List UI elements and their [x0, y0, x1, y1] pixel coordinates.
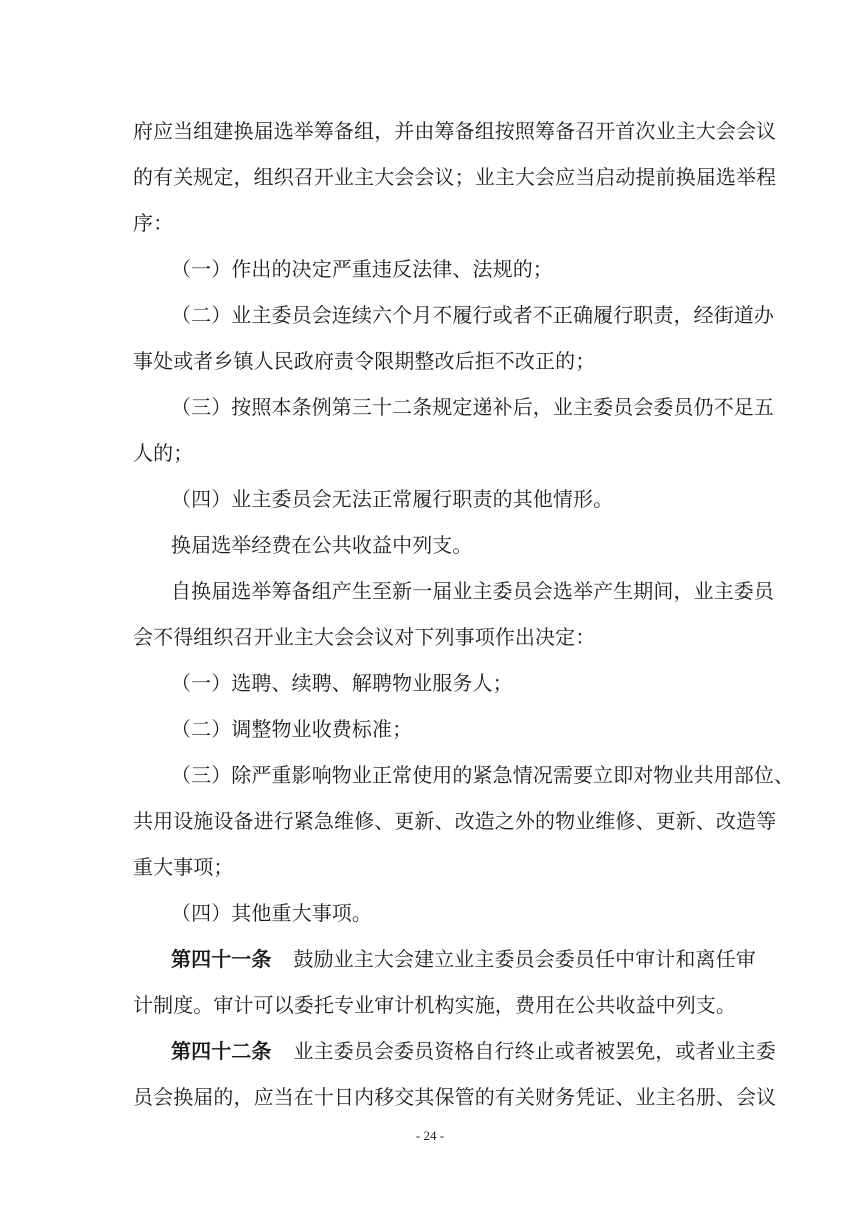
paragraph: 自换届选举筹备组产生至新一届业主委员会选举产生期间，业主委员 — [171, 579, 774, 603]
text-line: 的有关规定，组织召开业主大会会议；业主大会应当启动提前换届选举程 — [133, 165, 777, 189]
page-number: - 24 - — [415, 1128, 445, 1143]
text-line: 会不得组织召开业主大会会议对下列事项作出决定： — [133, 625, 596, 649]
text-line: 人的； — [133, 441, 194, 465]
article-text: 业主委员会委员资格自行终止或者被罢免，或者业主委 — [293, 1039, 776, 1063]
list-item: （四）其他重大事项。 — [171, 901, 372, 925]
text-line: 府应当组建换届选举筹备组，并由筹备组按照筹备召开首次业主大会会议 — [133, 119, 777, 143]
article-heading: 第四十二条 — [171, 1039, 272, 1063]
article-heading: 第四十一条 — [171, 947, 272, 971]
list-item: （三）除严重影响物业正常使用的紧急情况需要立即对物业共用部位、 — [171, 763, 795, 787]
list-item: （二）调整物业收费标准； — [171, 717, 413, 741]
text-line: 员会换届的，应当在十日内移交其保管的有关财务凭证、业主名册、会议 — [133, 1085, 777, 1109]
article-42 — [133, 1028, 776, 1074]
text-line: 序： — [133, 211, 174, 235]
text-line: 事处或者乡镇人民政府责令限期整改后拒不改正的； — [133, 349, 596, 373]
text-line: 重大事项； — [133, 855, 234, 879]
list-item: （一）选聘、续聘、解聘物业服务人； — [171, 671, 513, 695]
text-line: 计制度。审计可以委托专业审计机构实施，费用在公共收益中列支。 — [133, 993, 736, 1017]
list-item: （三）按照本条例第三十二条规定递补后，业主委员会委员仍不足五 — [171, 395, 774, 419]
list-item: （一）作出的决定严重违反法律、法规的； — [171, 257, 553, 281]
list-item: （二）业主委员会连续六个月不履行或者不正确履行职责，经街道办 — [171, 303, 774, 327]
document-body — [133, 108, 795, 1120]
article-41 — [133, 936, 755, 982]
paragraph: 换届选举经费在公共收益中列支。 — [171, 533, 473, 557]
list-item: （四）业主委员会无法正常履行职责的其他情形。 — [171, 487, 614, 511]
text-line: 共用设施设备进行紧急维修、更新、改造之外的物业维修、更新、改造等 — [133, 809, 777, 833]
article-text: 鼓励业主大会建立业主委员会委员任中审计和离任审 — [293, 947, 756, 971]
